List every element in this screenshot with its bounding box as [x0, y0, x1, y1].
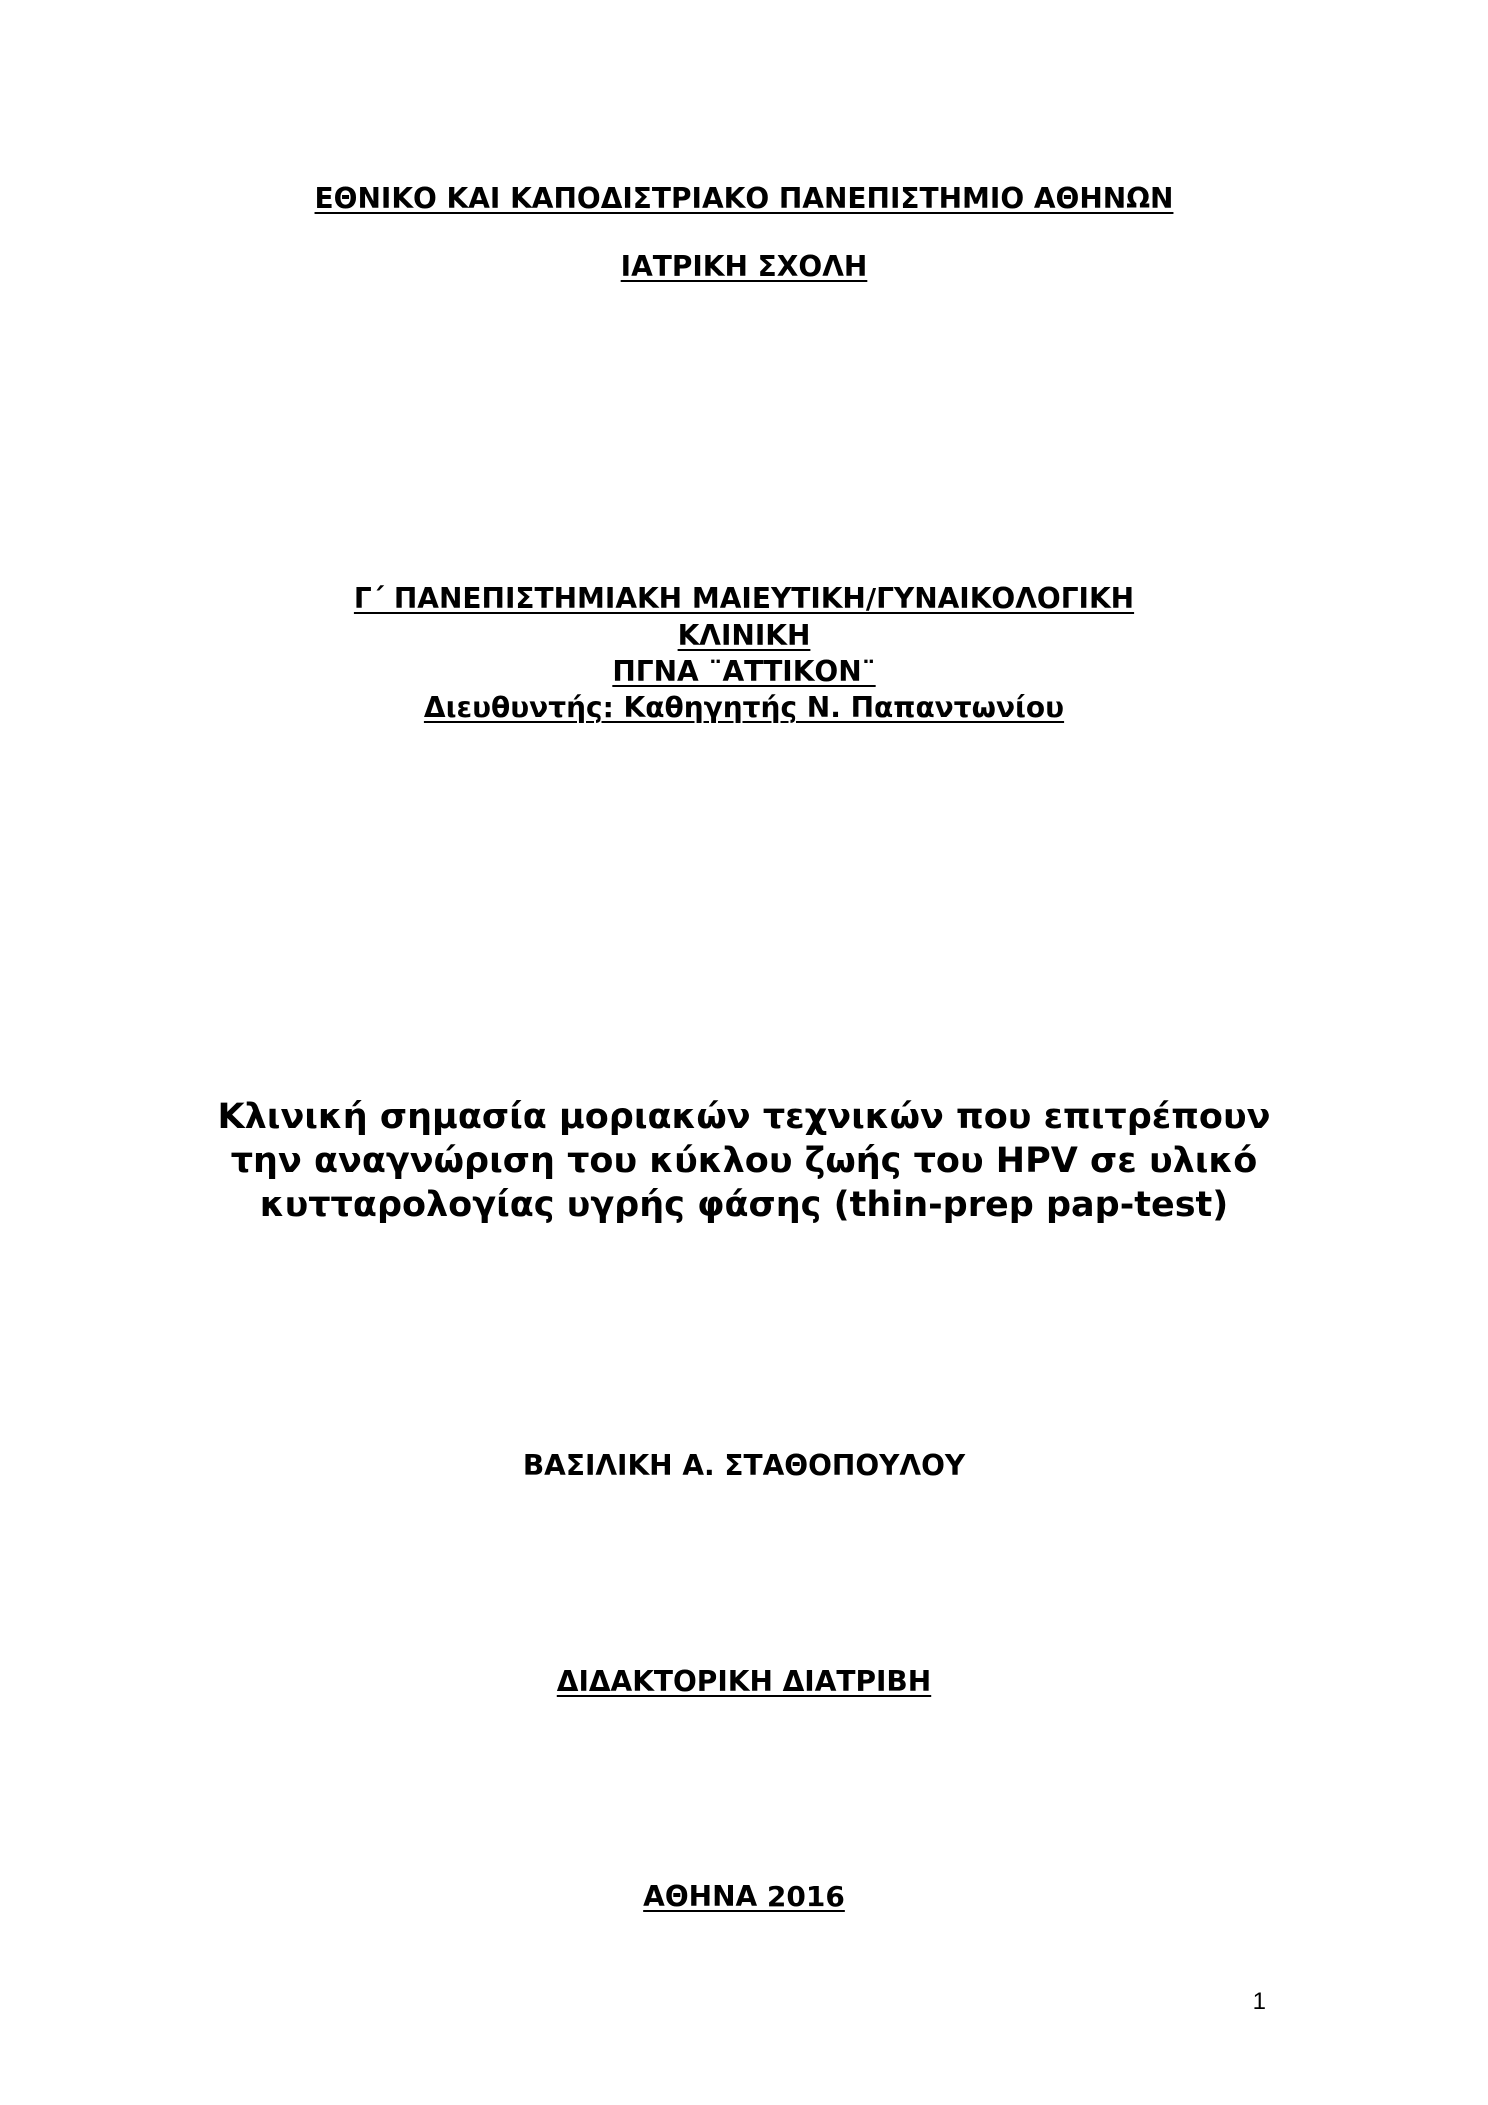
page-number: 1: [1252, 1988, 1266, 2015]
clinic-name-line-1: Γ΄ ΠΑΝΕΠΙΣΤΗΜΙΑΚΗ ΜΑΙΕΥΤΙΚΗ/ΓΥΝΑΙΚΟΛΟΓΙΚΗ: [353, 582, 1135, 615]
thesis-title-line-3: κυτταρολογίας υγρής φάσης (thin-prep pap-test): [259, 1185, 1229, 1225]
clinic-director: Διευθυντής: Καθηγητής Ν. Παπαντωνίου: [423, 691, 1065, 724]
author-name: ΒΑΣΙΛΙΚΗ Α. ΣΤΑΘΟΠΟΥΛΟΥ: [522, 1449, 966, 1482]
hospital-name: ΠΓΝΑ ¨ΑΤΤΙΚΟΝ¨: [612, 655, 876, 688]
clinic-name-line-2: ΚΛΙΝΙΚΗ: [677, 619, 811, 652]
university-name: ΕΘΝΙΚΟ ΚΑΙ ΚΑΠΟΔΙΣΤΡΙΑΚΟ ΠΑΝΕΠΙΣΤΗΜΙΟ ΑΘΗΝΩΝ: [314, 182, 1174, 215]
thesis-title-line-2: την αναγνώριση του κύκλου ζωής του HPV σε υλικό: [230, 1141, 1258, 1181]
document-type: ΔΙΔΑΚΤΟΡΙΚΗ ΔΙΑΤΡΙΒΗ: [556, 1665, 932, 1698]
thesis-title-line-1: Κλινική σημασία μοριακών τεχνικών που επιτρέπουν: [217, 1097, 1271, 1137]
place-and-year: ΑΘΗΝΑ 2016: [643, 1880, 845, 1913]
school-name: ΙΑΤΡΙΚΗ ΣΧΟΛΗ: [620, 250, 868, 283]
